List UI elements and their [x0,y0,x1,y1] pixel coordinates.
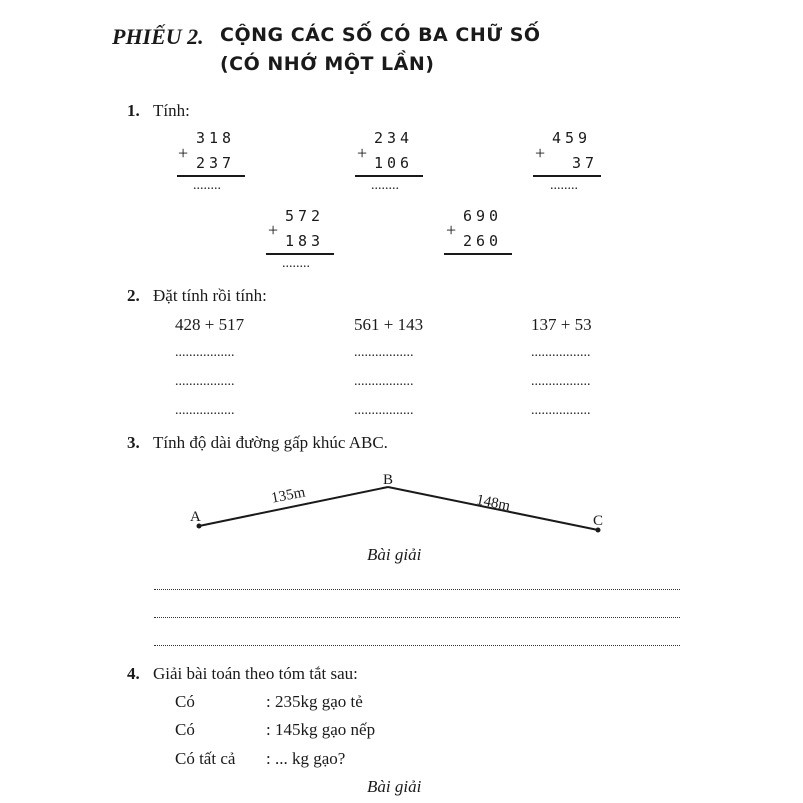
ex1-number: 1. [127,101,140,120]
ex2-blank[interactable]: ................. [531,345,591,360]
plus-sign: + [268,220,279,240]
ex2-blank[interactable]: ................. [354,403,414,418]
plus-sign: + [446,220,457,240]
ex4-row-value: : ... kg gạo? [266,749,346,768]
ex2-prompt: Đặt tính rồi tính: [153,286,267,305]
ex1-p2-addend-b: 106 [374,154,414,172]
answer-line[interactable] [154,645,680,646]
worksheet-label: PHIẾU 2. [112,24,204,49]
plus-sign: + [535,143,546,163]
ex4-row-label: Có tất cả [175,749,236,768]
ex2-blank[interactable]: ................. [175,403,235,418]
point-c-label: C [593,513,604,529]
plus-sign: + [357,143,368,163]
ex4-row-value: : 145kg gạo nếp [266,720,376,739]
ex2-expression-1: 428 + 517 [175,315,245,334]
ex1-p5-addend-b: 260 [463,232,503,250]
ex4-row-value: : 235kg gạo tẻ [266,692,363,711]
segment-bc-length: 148m [474,492,512,515]
ex2-blank[interactable]: ................. [354,345,414,360]
ex4-row-label: Có [175,720,195,739]
ex1-p3-answer-blank[interactable]: ........ [550,178,578,193]
answer-line[interactable] [154,617,680,618]
ex2-blank[interactable]: ................. [354,374,414,389]
point-a-label: A [190,509,201,525]
ex2-blank[interactable]: ................. [175,345,235,360]
ex1-p3-addend-a: 459 [552,129,592,147]
ex4-solution-label: Bài giải [367,777,422,796]
ex1-p4-answer-blank[interactable]: ........ [282,256,310,271]
ex3-prompt: Tính độ dài đường gấp khúc ABC. [153,433,388,452]
ex2-expression-3: 137 + 53 [531,315,592,334]
ex2-number: 2. [127,286,140,305]
ex1-p1-answer-blank[interactable]: ........ [193,178,221,193]
ex4-number: 4. [127,664,140,683]
page-title: CỘNG CÁC SỐ CÓ BA CHỮ SỐ [220,24,541,46]
segment-ab-length: 135m [270,484,307,507]
ex1-p2-addend-a: 234 [374,129,414,147]
plus-sign: + [178,143,189,163]
ex1-prompt: Tính: [153,101,190,120]
ex1-p3-addend-b: 37 [572,154,599,172]
point-b-label: B [383,472,394,488]
ex1-p5-addend-a: 690 [463,207,503,225]
ex1-p1-addend-b: 237 [196,154,236,172]
ex4-row-label: Có [175,692,195,711]
ex1-p1-addend-a: 318 [196,129,236,147]
ex2-blank[interactable]: ................. [531,374,591,389]
ex3-solution-label: Bài giải [367,545,422,564]
ex1-p4-addend-b: 183 [285,232,325,250]
ex1-p4-addend-a: 572 [285,207,325,225]
ex2-blank[interactable]: ................. [175,374,235,389]
ex3-number: 3. [127,433,140,452]
ex2-blank[interactable]: ................. [531,403,591,418]
page-subtitle: (CÓ NHỚ MỘT LẦN) [220,53,435,75]
ex2-expression-2: 561 + 143 [354,315,424,334]
answer-line[interactable] [154,589,680,590]
ex4-prompt: Giải bài toán theo tóm tắt sau: [153,664,358,683]
ex1-p2-answer-blank[interactable]: ........ [371,178,399,193]
